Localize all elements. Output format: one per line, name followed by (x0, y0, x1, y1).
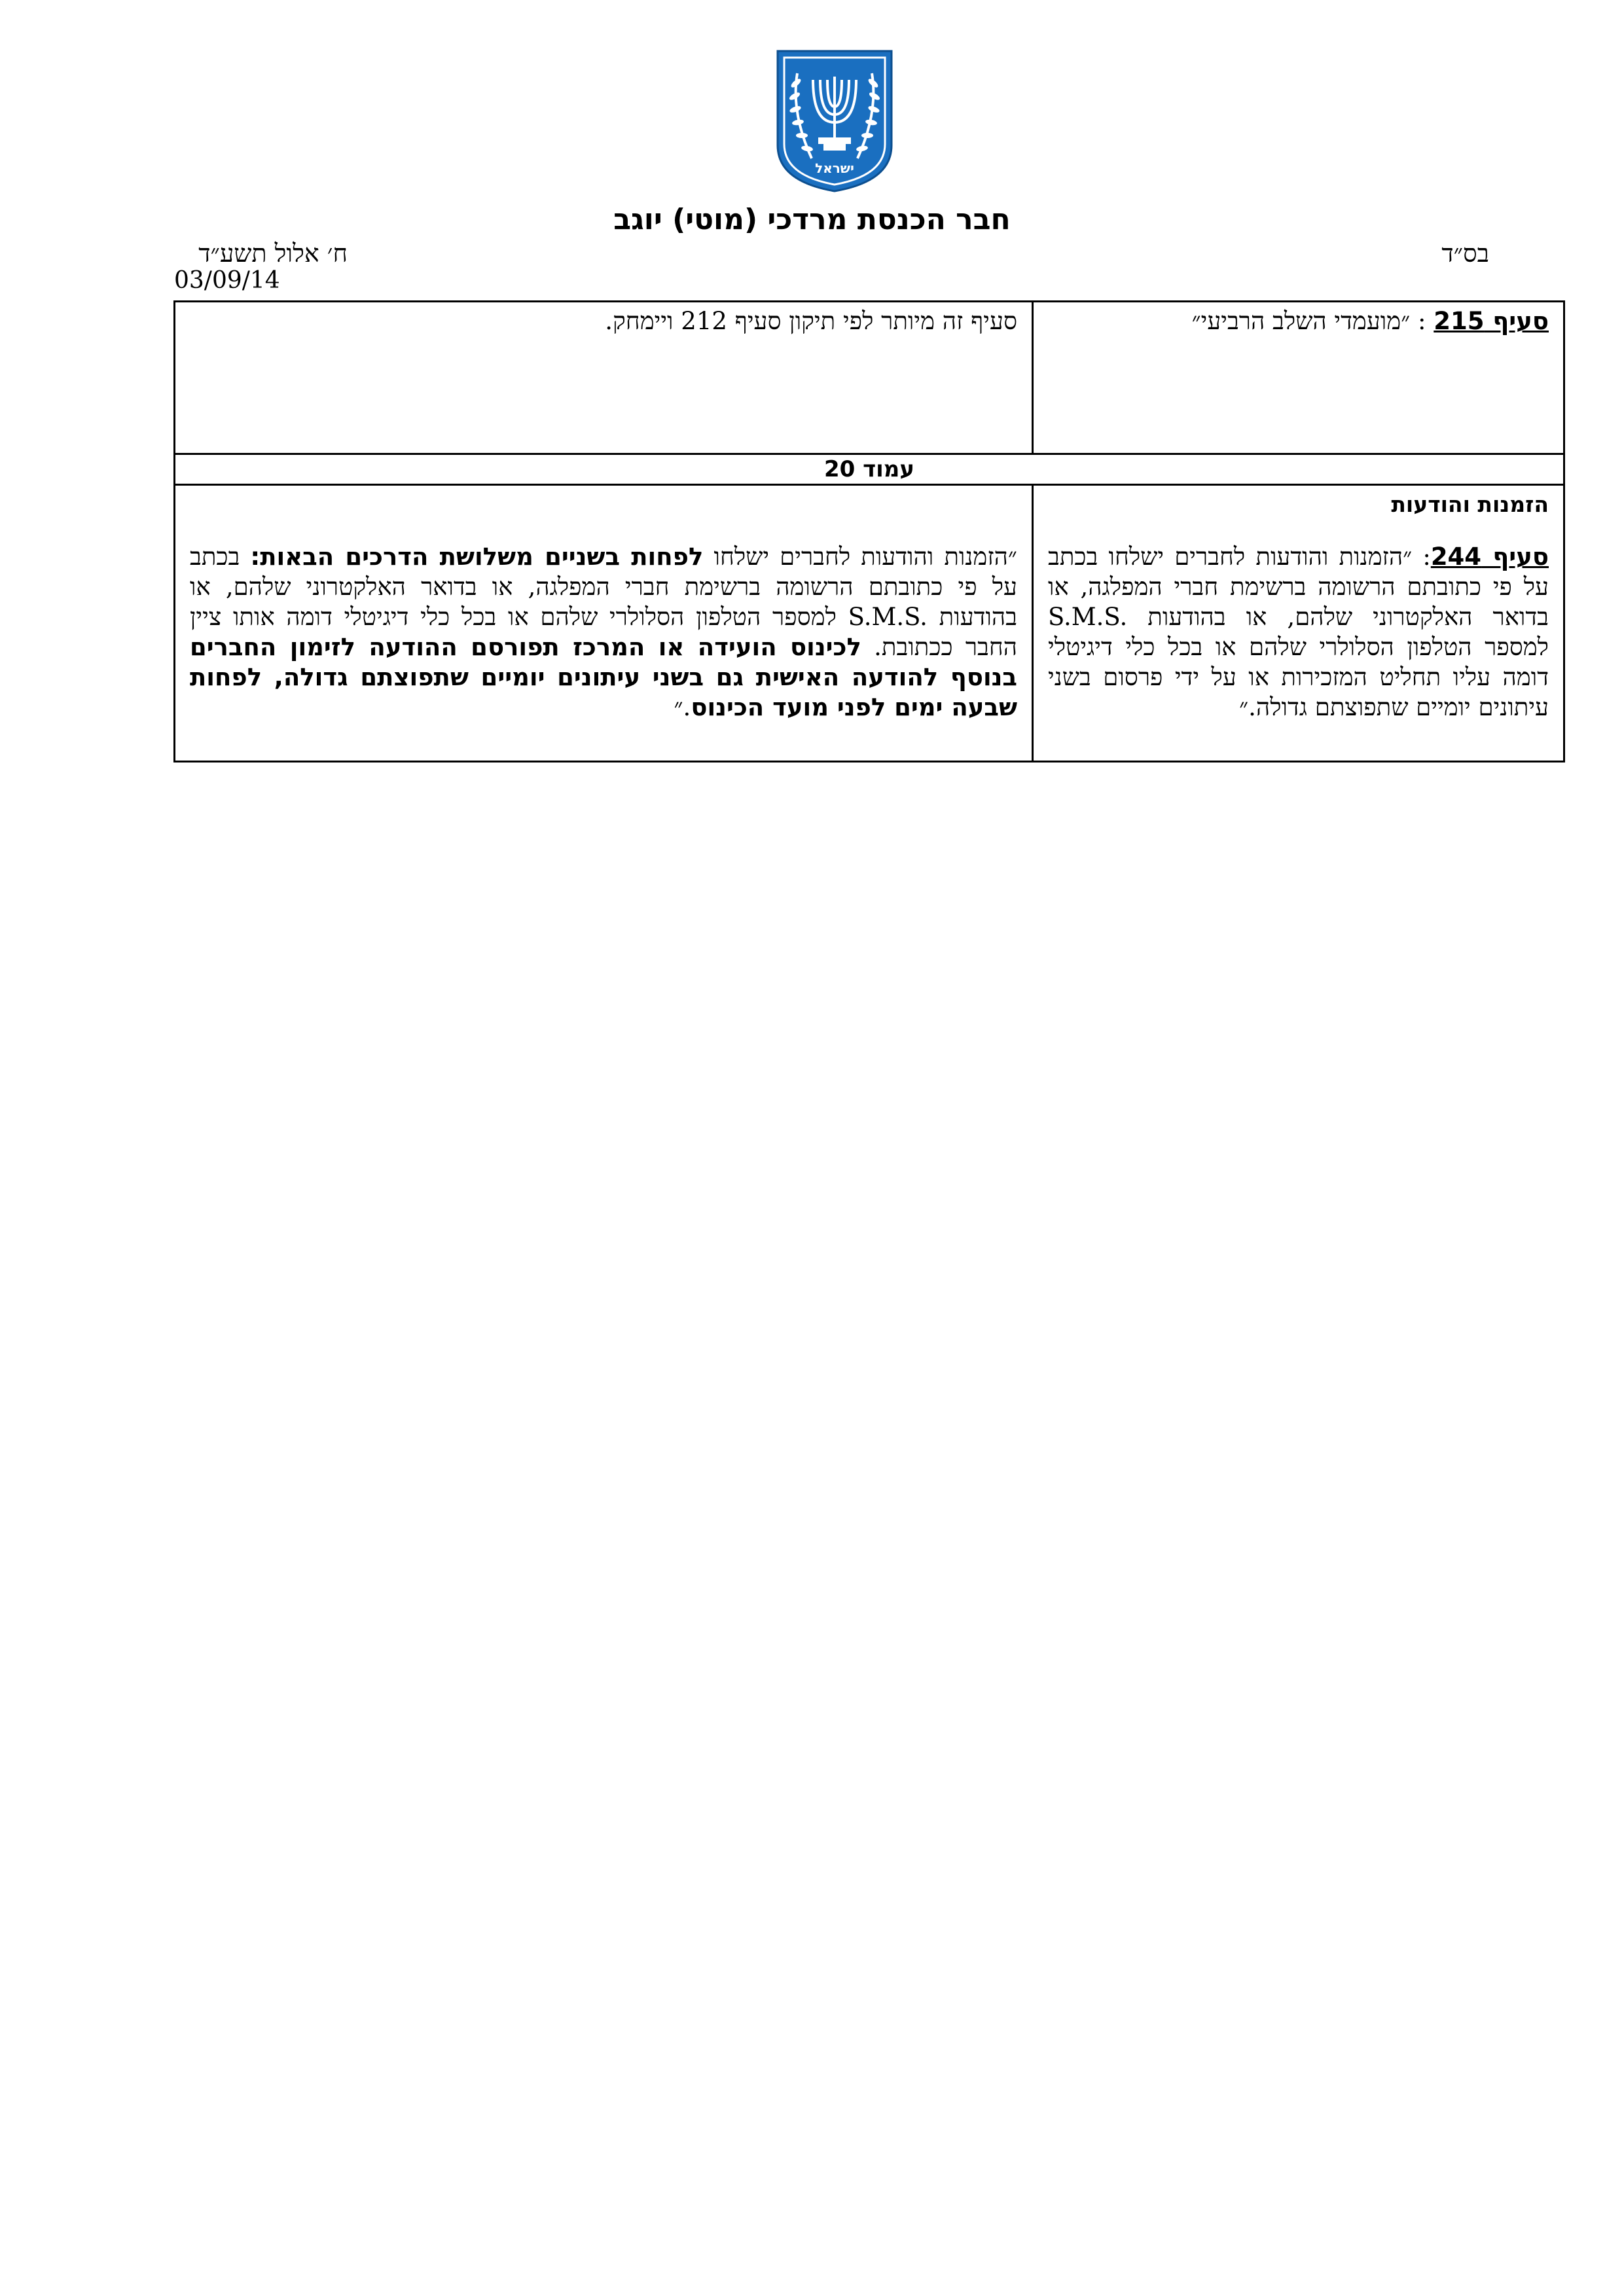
comparison-table (173, 300, 1565, 762)
section-text-part: : ״הזמנות והודעות לחברים ישלחו בכתב על פי כתובתם הרשומה ברשימת חברי המפלגה, או בדואר האלקטרוני שלהם, או בהודעות (1048, 543, 1549, 631)
table-row (175, 454, 1564, 485)
sms-term: S.M.S. (848, 603, 928, 631)
section-text-part: למספר הטלפון הסלולרי שלהם או בכל כלי דיגיטלי דומה עליו תחליט המזכירות או על ידי פרסום בשני עיתונים יומיים שתפוצתם גדולה.״ (1048, 633, 1549, 721)
gregorian-date: 03/09/14 (174, 267, 280, 294)
section-ref: סעיף 215 (1434, 307, 1549, 335)
document-title: חבר הכנסת מרדכי (מוטי) יוגב (613, 203, 1011, 236)
bsd-mark: בס״ד (1441, 239, 1489, 268)
amendment-text: סעיף זה מיותר לפי תיקון סעיף 212 ויימחק. (605, 307, 1017, 335)
section-body (1048, 542, 1549, 723)
svg-text:ישראל: ישראל (815, 160, 854, 176)
original-cell (1033, 485, 1564, 762)
table-row (175, 302, 1564, 454)
original-cell (1033, 302, 1564, 454)
page-label: עמוד 20 (175, 454, 1564, 485)
amendment-text-part: למספר הטלפון הסלולרי שלהם או בכל כלי דיגיטלי דומה אותו ציין החבר ככתובת. (190, 603, 1018, 661)
section-text: : ״מועמדי השלב הרביעי״ (1191, 307, 1426, 335)
amendment-text-part: .״ (674, 693, 691, 721)
amendment-text-part: ״הזמנות והודעות לחברים ישלחו (713, 543, 1017, 571)
state-emblem (772, 47, 897, 194)
amendment-cell (175, 302, 1033, 454)
amendment-body (190, 542, 1017, 723)
amendment-text-part: בכתב על פי כתובתם הרשומה ברשימת חברי המפלגה, או בדואר האלקטרוני שלהם, או בהודעות (190, 543, 1018, 631)
section-ref: סעיף 244 (1430, 543, 1549, 571)
amendment-bold-part: לפחות בשניים משלושת הדרכים הבאות: (250, 543, 704, 571)
amendment-bold-part: לכינוס הועידה או המרכז תפורסם ההודעה לזימון החברים בנוסף להודעה האישית גם בשני עיתונים יומיים שתפוצתם גדולה, לפחות שבעה ימים לפני מועד הכינוס (190, 633, 1017, 721)
section-title: הזמנות והודעות (1391, 492, 1549, 517)
sms-term: S.M.S. (1048, 603, 1128, 631)
amendment-cell (175, 485, 1033, 762)
table-row (175, 485, 1564, 762)
hebrew-date: ח׳ אלול תשע״ד (198, 239, 348, 268)
